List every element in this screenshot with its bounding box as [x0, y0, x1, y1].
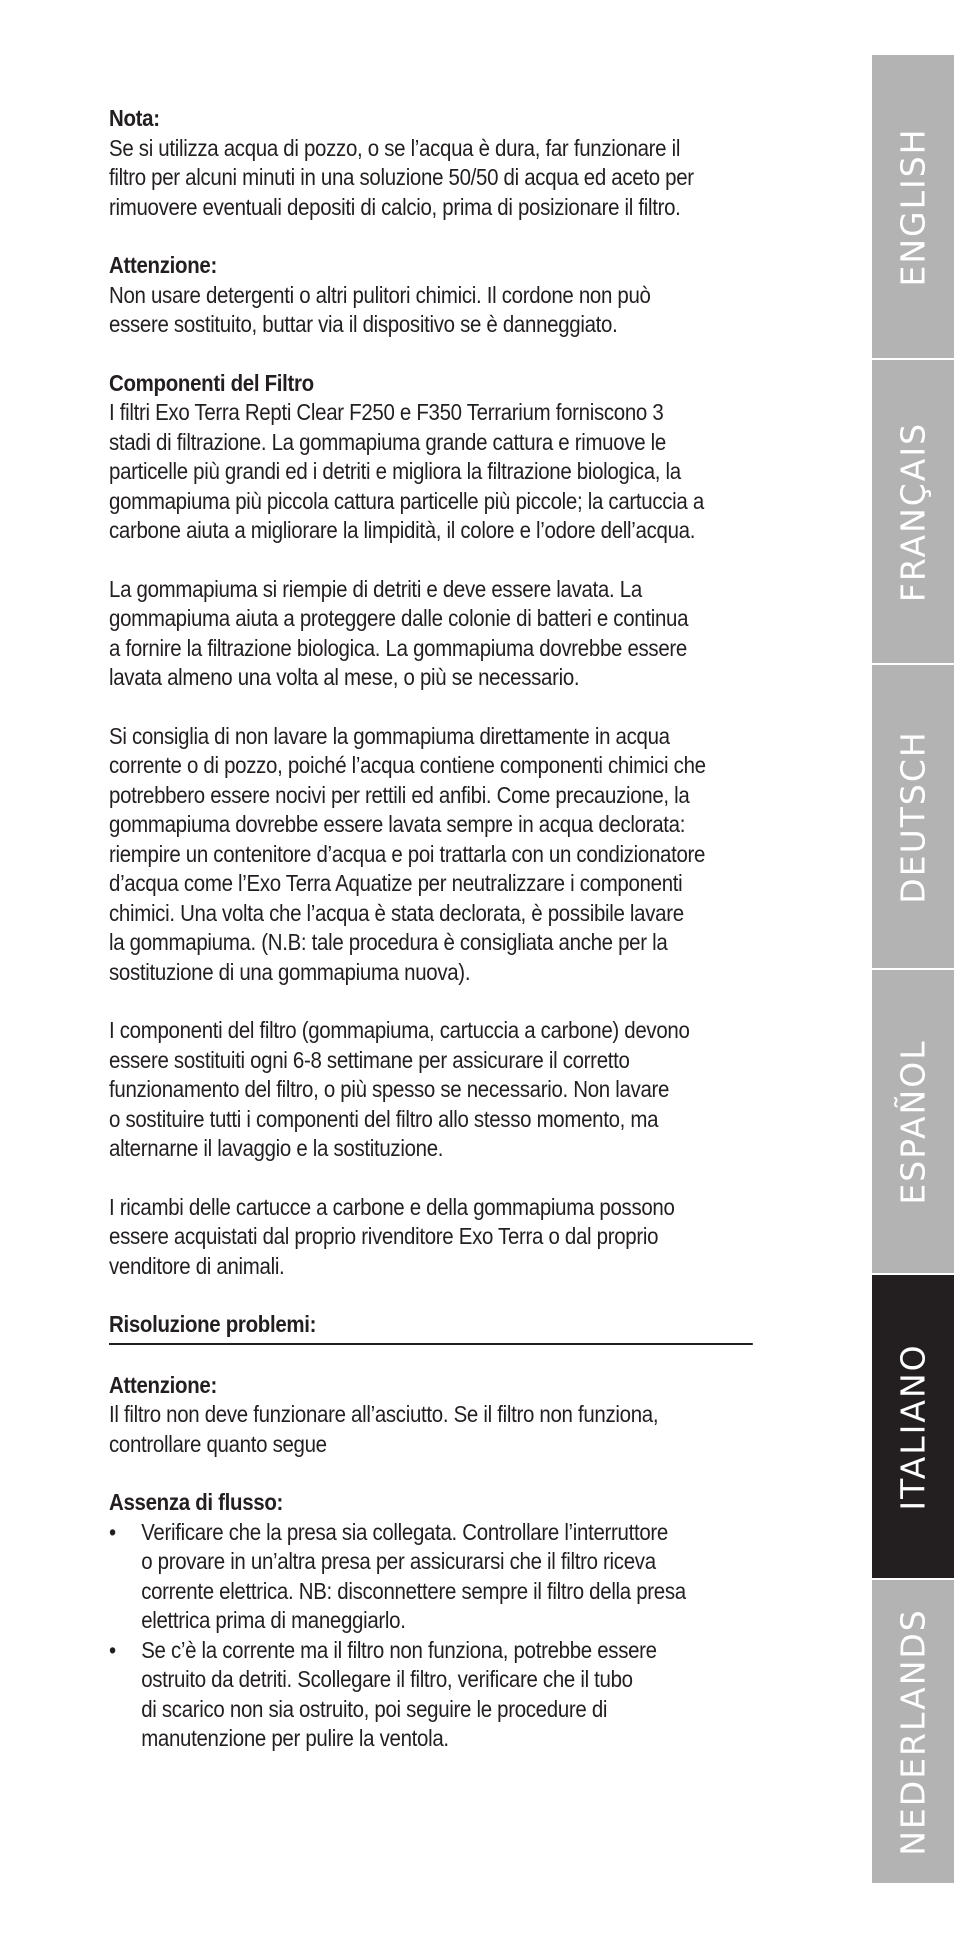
- paragraph-text: Si consiglia di non lavare la gommapiuma direttamente in acqua corrente o di pozzo, poiché l’acqua contiene componenti chimici che potrebbero essere nocivi per rettili ed anfibi. Come precauzione, la gommapiuma dovrebbe essere lavata sempre in acqua declorata: riempire un contenitore d’acqua e poi trattarla con un condizionatore d’acqua come l’Exo Terra Aquatize per neutralizzare i componenti chimici. Una volta che l’acqua è stata declorata, è possibile lavare la gommapiuma. (N.B: tale procedura è consigliata anche per la sostituzione di una gommapiuma nuova).: [109, 722, 706, 985]
- attenzione-heading: Attenzione:: [109, 252, 217, 278]
- tab-label: FRANÇAIS: [893, 421, 933, 602]
- troubleshooting-heading: Risoluzione problemi:: [109, 1310, 753, 1345]
- bullet-list: [109, 1518, 753, 1754]
- tab-label: NEDERLANDS: [893, 1607, 933, 1856]
- tab-italiano[interactable]: [872, 1275, 954, 1578]
- tab-label: ENGLISH: [893, 127, 933, 286]
- componenti-text: I filtri Exo Terra Repti Clear F250 e F350 Terrarium forniscono 3 stadi di filtrazione. La gommapiuma grande cattura e rimuove le particelle più grandi ed i detriti e migliora la filtrazione biologica, la gommapiuma più piccola cattura particelle più piccole; la cartuccia a carbone aiuta a migliorare la limpidità, il colore e l’odore dell’acqua.: [109, 399, 704, 543]
- nota-text: Se si utilizza acqua di pozzo, o se l’acqua è dura, far funzionare il filtro per alcuni minuti in una soluzione 50/50 di acqua ed aceto per rimuovere eventuali depositi di calcio, prima di posizionare il filtro.: [109, 134, 694, 220]
- paragraph-lavaggio: [109, 575, 753, 693]
- tab-francais[interactable]: [872, 360, 954, 663]
- language-tabs: [872, 55, 954, 1885]
- paragraph-text: I ricambi delle cartucce a carbone e della gommapiuma possono essere acquistati dal proprio rivenditore Exo Terra o dal proprio venditore di animali.: [109, 1193, 675, 1279]
- section-attenzione-asciutto: [109, 1371, 753, 1460]
- nota-heading: Nota:: [109, 105, 160, 131]
- paragraph-acqua-declorata: [109, 722, 753, 988]
- tab-espanol[interactable]: [872, 970, 954, 1273]
- tab-english[interactable]: [872, 55, 954, 358]
- paragraph-ricambi: [109, 1193, 753, 1282]
- list-item-text: Se c’è la corrente ma il filtro non funziona, potrebbe essere ostruito da detriti. Scollegare il filtro, verificare che il tubo di scarico non sia ostruito, poi seguire le procedure di manutenzione per pulire la ventola.: [141, 1636, 657, 1751]
- list-item: [109, 1518, 753, 1636]
- section-attenzione: [109, 251, 753, 340]
- attenzione-text: Il filtro non deve funzionare all’asciutto. Se il filtro non funziona, controllare quanto segue: [109, 1401, 659, 1457]
- tab-label: ESPAÑOL: [893, 1038, 933, 1205]
- paragraph-text: La gommapiuma si riempie di detriti e deve essere lavata. La gommapiuma aiuta a proteggere dalle colonie di batteri e continua a fornire la filtrazione biologica. La gommapiuma dovrebbe essere lavata almeno una volta al mese, o più se necessario.: [109, 575, 689, 690]
- section-componenti: [109, 369, 753, 546]
- attenzione-heading: Attenzione:: [109, 1371, 217, 1398]
- paragraph-text: I componenti del filtro (gommapiuma, cartuccia a carbone) devono essere sostituiti ogni 6-8 settimane per assicurare il corretto funzionamento del filtro, o più spesso se necessario. Non lavare o sostituire tutti i componenti del filtro allo stesso momento, ma alternarne il lavaggio e la sostituzione.: [109, 1017, 690, 1161]
- tab-deutsch[interactable]: [872, 665, 954, 968]
- bullet-icon: •: [109, 1518, 116, 1545]
- tab-nederlands[interactable]: [872, 1580, 954, 1883]
- tab-label: DEUTSCH: [893, 729, 933, 904]
- list-item: [109, 1636, 753, 1754]
- manual-page-content: [109, 104, 753, 1783]
- list-item-text: Verificare che la presa sia collegata. Controllare l’interruttore o provare in un’altra presa per assicurarsi che il filtro riceva corrente elettrica. NB: disconnettere sempre il filtro della presa elettrica prima di maneggiarlo.: [141, 1518, 686, 1633]
- section-assenza-flusso: [109, 1488, 753, 1754]
- attenzione-text: Non usare detergenti o altri pulitori chimici. Il cordone non può essere sostituito, buttar via il dispositivo se è danneggiato.: [109, 281, 651, 337]
- tab-label: ITALIANO: [893, 1342, 933, 1511]
- paragraph-sostituzione: [109, 1016, 753, 1164]
- section-nota: [109, 104, 753, 222]
- bullet-icon: •: [109, 1636, 116, 1663]
- componenti-heading: Componenti del Filtro: [109, 369, 314, 396]
- assenza-heading: Assenza di flusso:: [109, 1489, 284, 1515]
